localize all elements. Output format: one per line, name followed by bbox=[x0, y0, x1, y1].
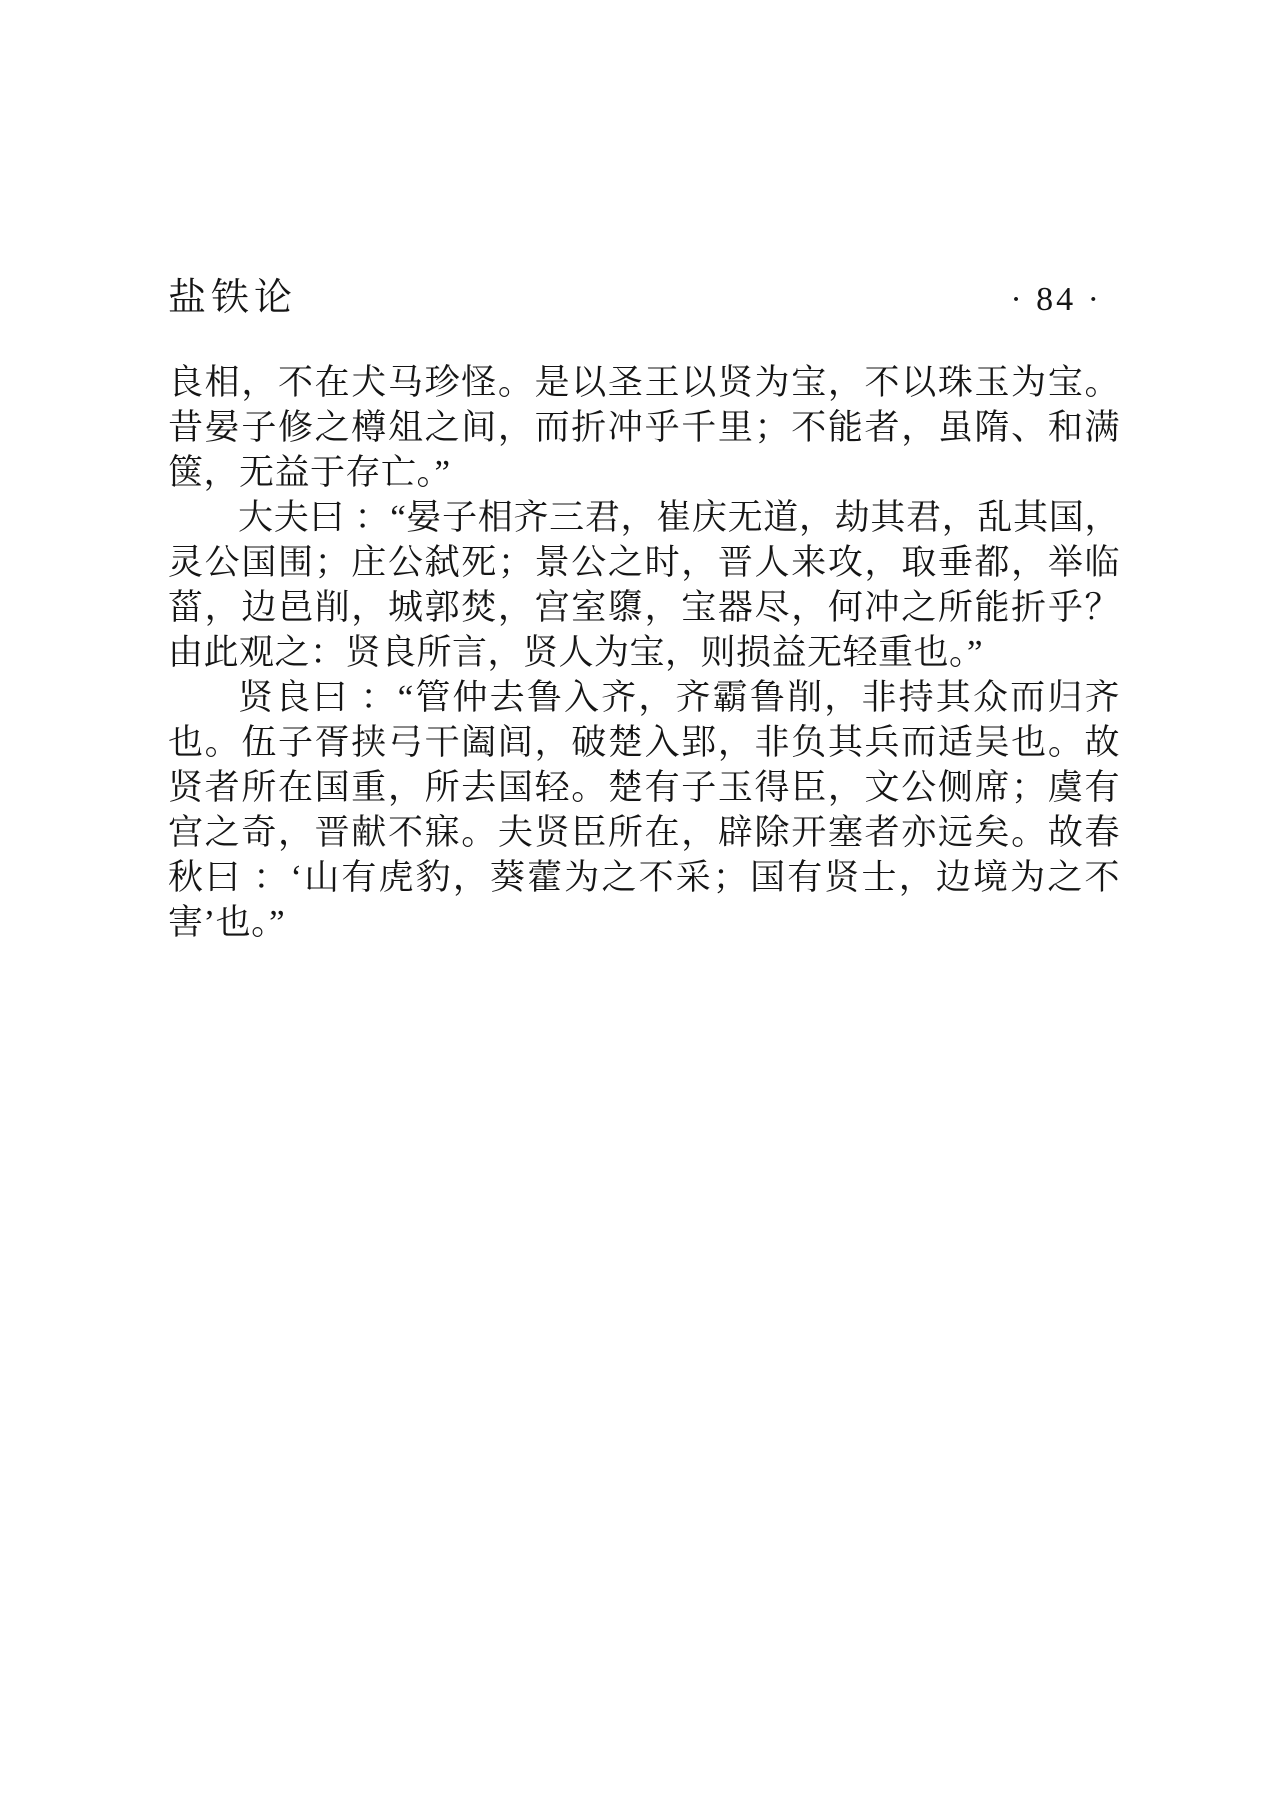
page-number: · 84 · bbox=[1010, 281, 1102, 318]
paragraph-continuation: 良相，不在犬马珍怪。是以圣王以贤为宝，不以珠玉为宝。昔晏子修之樽俎之间，而折冲乎千里；不能者，虽隋、和满箧，无益于存亡。” bbox=[168, 363, 1120, 492]
paragraph-xianliang-speech: 贤良曰 ：“管仲去鲁入齐，齐霸鲁削，非持其众而归齐也。伍子胥挟弓干阖闾，破楚入郢，非负其兵而适吴也。故贤者所在国重，所去国轻。楚有子玉得臣，文公侧席；虞有宫之奇，晋献不寐。夫贤臣所在，辟除开塞者亦远矣。故春秋曰 ：‘山有虎豹，葵藿为之不采；国有贤士，边境为之不害’也。” bbox=[168, 678, 1120, 942]
running-head bbox=[168, 266, 1120, 321]
body-text bbox=[168, 360, 1120, 945]
paragraph-dafu-speech: 大夫曰 ：“晏子相齐三君，崔庆无道，劫其君，乱其国，灵公国围；庄公弑死；景公之时，晋人来攻，取垂都，举临菑，边邑削，城郭焚，宫室隳，宝器尽，何冲之所能折乎？由此观之：贤良所言，贤人为宝，则损益无轻重也。” bbox=[168, 498, 1120, 672]
book-title: 盐铁论 bbox=[168, 277, 298, 319]
